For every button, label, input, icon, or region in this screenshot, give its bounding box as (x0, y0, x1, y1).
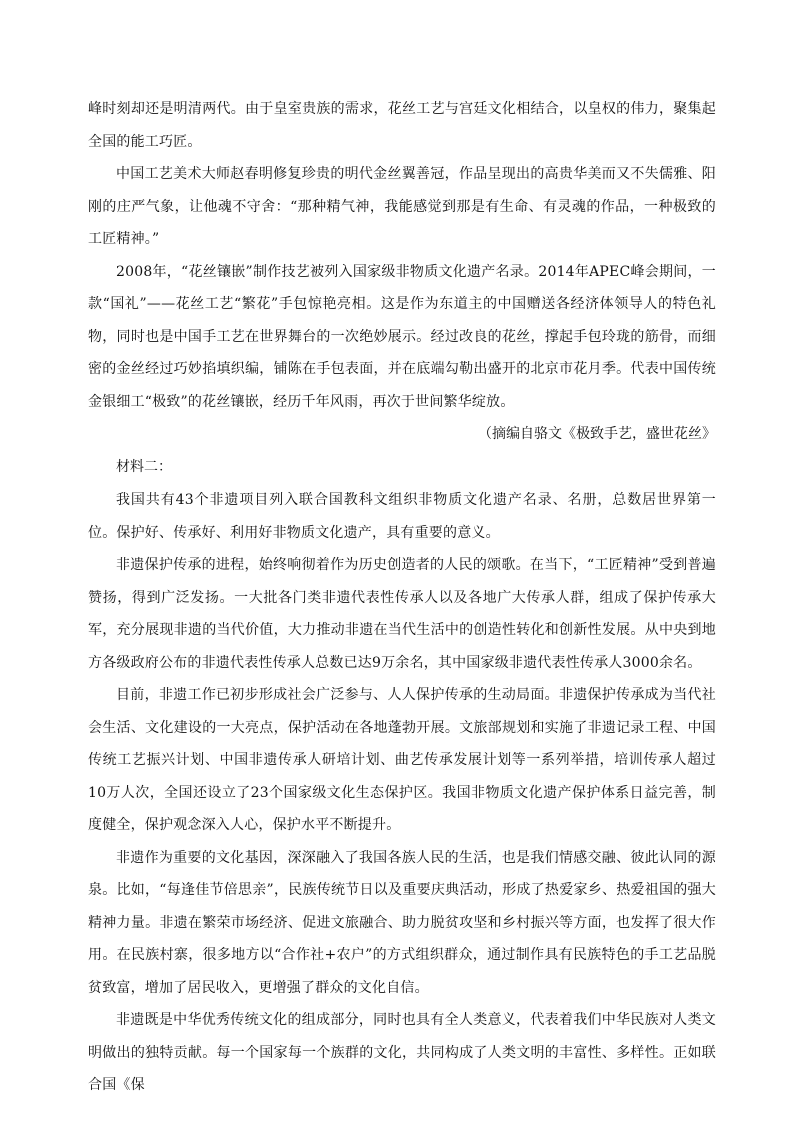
paragraph-continuation: 峰时刻却还是明清两代。由于皇室贵族的需求，花丝工艺与宫廷文化相结合，以皇权的伟力，聚集起全国的能工巧匠。 (88, 101, 716, 150)
paragraph-inheritors: 非遗保护传承的进程，始终响彻着作为历史创造者的人民的颂歌。在当下，“工匠精神”受到普遍赞扬，得到广泛发扬。一大批各门类非遗代表性传承人以及各地广大传承人群，组成了保护传承大军，充分展现非遗的当代价值，大力推动非遗在当代生活中的创造性转化和创新性发展。从中央到地方各级政府公布的非遗代表性传承人总数已达9万余名，其中国家级非遗代表性传承人3000余名。 (88, 557, 716, 671)
paragraph-apec: 2008年，“花丝镶嵌”制作技艺被列入国家级非物质文化遗产名录。2014年APEC峰会期间，一款“国礼”——花丝工艺“繁花”手包惊艳亮相。这是作为东道主的中国赠送各经济体领导人的特色礼物，同时也是中国手工艺在世界舞台的一次绝妙展示。经过改良的花丝，撑起手包玲珑的筋骨，而细密的金丝经过巧妙掐填织编，铺陈在手包表面，并在底端勾勒出盛开的北京市花月季。代表中国传统金银细工“极致”的花丝镶嵌，经历千年风雨，再次于世间繁华绽放。 (88, 263, 716, 410)
document-page (88, 93, 716, 1102)
source-citation: （摘编自骆文《极致手艺，盛世花丝》 (478, 426, 716, 442)
paragraph-human-significance: 非遗既是中华优秀传统文化的组成部分，同时也具有全人类意义，代表着我们中华民族对人类文明做出的独特贡献。每一个国家每一个族群的文化，共同构成了人类文明的丰富性、多样性。正如联合国《保 (88, 1012, 716, 1093)
paragraph-heritage-count: 我国共有43个非遗项目列入联合国教科文组织非物质文化遗产名录、名册，总数居世界第一位。保护好、传承好、利用好非物质文化遗产，具有重要的意义。 (88, 492, 716, 541)
paragraph-current-work: 目前，非遗工作已初步形成社会广泛参与、人人保护传承的生动局面。非遗保护传承成为当代社会生活、文化建设的一大亮点，保护活动在各地蓬勃开展。文旅部规划和实施了非遗记录工程、中国传统工艺振兴计划、中国非遗传承人研培计划、曲艺传承发展计划等一系列举措，培训传承人超过10万人次，全国还设立了23个国家级文化生态保护区。我国非物质文化遗产保护体系日益完善，制度健全，保护观念深入人心，保护水平不断提升。 (88, 687, 716, 833)
paragraph-zhao-chunming: 中国工艺美术大师赵春明修复珍贵的明代金丝翼善冠，作品呈现出的高贵华美而又不失儒雅、阳刚的庄严气象，让他魂不守舍：“那种精气神，我能感觉到那是有生命、有灵魂的作品，一种极致的工匠精神。” (88, 166, 716, 247)
material-two-label: 材料二： (116, 459, 172, 475)
paragraph-cultural-gene: 非遗作为重要的文化基因，深深融入了我国各族人民的生活，也是我们情感交融、彼此认同的源泉。比如，“每逢佳节倍思亲”，民族传统节日以及重要庆典活动，形成了热爱家乡、热爱祖国的强大精神力量。非遗在繁荣市场经济、促进文旅融合、助力脱贫攻坚和乡村振兴等方面，也发挥了很大作用。在民族村寨，很多地方以“合作社+农户”的方式组织群众，通过制作具有民族特色的手工艺品脱贫致富，增加了居民收入，更增强了群众的文化自信。 (88, 849, 716, 996)
